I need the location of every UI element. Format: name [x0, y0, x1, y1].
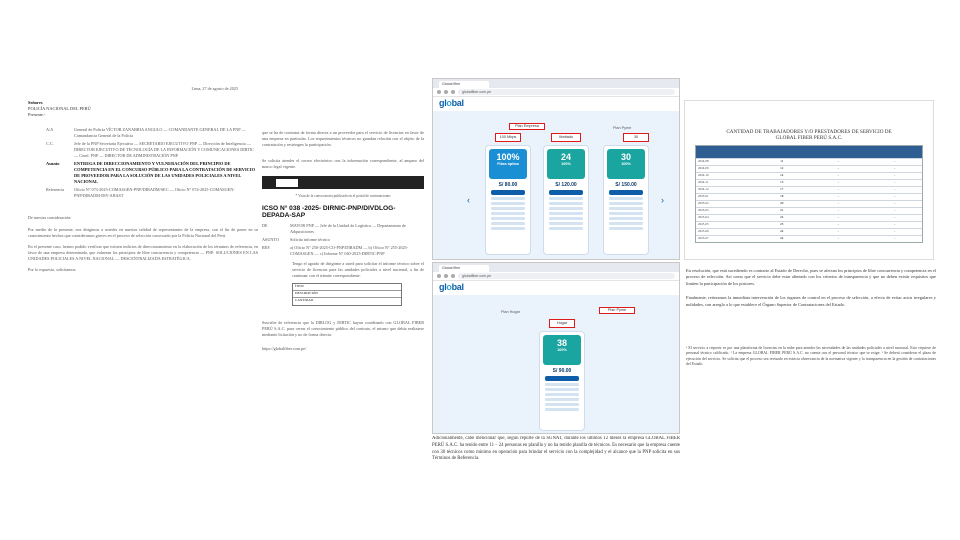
plan-card-body [540, 368, 584, 411]
table-cell: - [894, 208, 896, 212]
image-caption: * Vista de la convocatoria publicada en el portal de contrataciones [295, 194, 391, 198]
memo-field [262, 237, 424, 243]
table-row [696, 179, 922, 186]
table-cell: 11 [780, 159, 784, 163]
memo-field-value: MAYOR PNP — Jefe de la Unidad de Logística — Departamento de Adquisiciones [290, 223, 406, 234]
table-cell: - [894, 187, 896, 191]
table-row [696, 207, 922, 214]
workers-table [695, 145, 923, 243]
address-bar [433, 88, 679, 97]
table-cell: - [894, 222, 896, 226]
plan-speed: 24 [560, 152, 571, 162]
letter-page [28, 78, 258, 438]
footnotes: ¹ El servicio a requerir es por una plataforma de licencias en la nube para atender las necesidades de las unidades policiales a nivel nacional. Esto requiere de personal técnico calificado. ² La empresa GLOBAL FIBER PERÚ S.A.C. no cuenta con el personal técnico que se exige. ³ Se deberá considerar el plazo de ejecución del servicio. Se solicita que el proceso sea revisado en estricta observancia de la normativa vigente y la transparencia en la gestión de contrataciones del Estado. [686, 346, 936, 367]
plan-type-tag[interactable]: Plan Hogar [501, 310, 520, 314]
table-row [696, 235, 922, 242]
table-cell: 18 [780, 194, 784, 198]
recipient-line: Presente.- [28, 112, 46, 118]
chevron-right-icon[interactable]: › [661, 195, 664, 205]
table-row [696, 214, 922, 221]
logo-text: gl [439, 98, 447, 108]
table-cell: 2025-07 [698, 236, 709, 240]
table-cell: 17 [780, 187, 784, 191]
table-cell: 20 [780, 201, 784, 205]
memo-field-key: ASUNTO [262, 237, 279, 242]
memo-table-row: ÍTEM [293, 284, 401, 291]
memo-closing: Suscribe de referencia que la DIRLOG y DIRTIC hayan coordinado con GLOBAL FIBER PERÚ S.A.C. para cerrar el conocimiento público del contrato, el mismo que debía realizarse mediante licitación y no de forma directa. [262, 320, 424, 337]
highlight-box: 30 [623, 133, 649, 142]
memo-table [292, 283, 402, 306]
logo-text: gl [439, 282, 447, 292]
table-cell: 14 [780, 173, 784, 177]
plan-label: 100% [557, 348, 567, 352]
plan-label: 100% [621, 162, 631, 166]
memo-note: Se solicita atender el correo electrónico con la información correspondiente, al amparo del marco legal vigente. [262, 158, 424, 169]
plan-card-header [607, 149, 645, 179]
table-cell: 2025-02 [698, 201, 709, 205]
table-cell: - [894, 215, 896, 219]
global-logo [439, 98, 464, 108]
letter-paragraph: En el presente caso, hemos podido verificar que existen indicios de direccionamiento en la elaboración de los términos de referencia, en favor de una empresa determinada, que vulneran los principios de libre concurrencia y competencia — PNP: SOLUCIONES EN LAS UNIDADES POLICIALES A NIVEL NACIONAL — DESCENTRALIZADA ESTRATÉGICA. [28, 244, 258, 262]
memo-field-key: DE [262, 223, 268, 228]
table-cell: 2024-09 [698, 166, 709, 170]
table-cell: 2025-03 [698, 208, 709, 212]
plan-speed: 38 [556, 338, 567, 348]
browser-screenshot-home-plan [432, 262, 680, 434]
plan-card-body [604, 182, 648, 230]
plan-label: Fibra óptica [497, 162, 519, 166]
memo-page [262, 130, 424, 510]
table-cell: - [837, 159, 839, 163]
plan-card[interactable] [603, 145, 649, 255]
plan-price: S/ 80.00 [498, 182, 518, 188]
table-cell: 12 [780, 166, 784, 170]
table-cell: 2024-08 [698, 159, 709, 163]
table-cell: - [894, 229, 896, 233]
table-title-line: CANTIDAD DE TRABAJADORES Y/O PRESTADORES DE SERVICIO DE [726, 129, 892, 135]
ref-value: ENTREGA DE DIRECCIONAMIENTO Y VULNERACIÓN DEL PRINCIPIO DE COMPETENCIA EN EL CONCURSO PÚBLICO PARA LA CONTRATACIÓN DE SERVICIO DE PROVEEDOR PARA LA SOLUCIÓN DE LAS UNIDADES POLICIALES A NIVEL NACIONAL [74, 160, 255, 185]
url-field[interactable]: globalfiber.com.pe [458, 89, 675, 95]
browser-tab[interactable]: Global fiber [439, 265, 489, 272]
logo-accent: o [446, 98, 452, 108]
plan-card-header [543, 335, 581, 365]
plan-card-header [547, 149, 585, 179]
ref-key: C.C. [46, 140, 54, 146]
memo-link[interactable]: https://globalfiber.com.pe/ [262, 346, 307, 351]
plan-card-body [486, 182, 530, 230]
memo-table-row: CANTIDAD [295, 298, 314, 302]
plan-contract-button[interactable] [609, 190, 643, 195]
back-icon[interactable] [437, 274, 441, 278]
table-cell: - [837, 229, 839, 233]
highlight-box: Ilimitado [551, 133, 581, 142]
browser-tab[interactable]: Global fiber [439, 81, 489, 88]
letter-paragraph: Por medio de la presente, nos dirigimos a ustedes en nuestra calidad de representantes de la empresa, con el fin de poner en su conocimiento hechos que consideramos graves en el proceso de selección convocado por la Policía Nacional del Perú. [28, 227, 258, 239]
table-cell: - [894, 173, 896, 177]
table-cell: 2025-04 [698, 215, 709, 219]
table-cell: - [837, 194, 839, 198]
browser-tabbar [433, 263, 679, 272]
plan-card-body [544, 182, 588, 230]
table-cell: - [894, 194, 896, 198]
table-cell: 21 [780, 208, 784, 212]
memo-field-key: REF. [262, 245, 271, 250]
table-cell: 24 [780, 236, 784, 240]
memo-body: Tengo el agrado de dirigirme a usted para solicitar el informe técnico sobre el servicio de licencias para las unidades policiales a nivel nacional, a fin de continuar con el trámite correspondiente. [292, 261, 424, 278]
global-logo [439, 282, 464, 292]
table-cell: - [894, 201, 896, 205]
table-cell: - [837, 166, 839, 170]
table-cell: - [894, 159, 896, 163]
ref-value: General de Policía VÍCTOR ZANABRIA ANGULO — COMANDANTE GENERAL DE LA PNP — Comandancia General de la Policía [74, 126, 246, 138]
ref-block [46, 127, 258, 200]
right-paragraph: En resolución, que está sucediendo es contrario al Estado de Derecho, pues se afectan los principios de libre concurrencia y competencia en el proceso de selección. Así como que el servicio debe estar alineado con los criterios de transparencia y que no deben existir requisitos que limiten la participación de los postores. [686, 268, 936, 286]
ref-row [46, 161, 258, 186]
reload-icon[interactable] [451, 274, 455, 278]
plan-card[interactable] [539, 331, 585, 431]
memo-field-value: a) Oficio N° 250-2025-CO-PNP/DIRADM — b) Oficio N° 255-2025-COMASGEN — c) Informe N° 040-2025-DIRTIC-PNP [290, 245, 409, 256]
table-cell: - [837, 208, 839, 212]
plan-type-tag[interactable]: Plan Pyme [613, 126, 632, 130]
browser-screenshot-plans [432, 78, 680, 260]
url-field[interactable]: globalfiber.com.pe [458, 273, 675, 279]
table-cell: - [837, 173, 839, 177]
browser-caption-page [432, 436, 680, 476]
table-cell: - [837, 222, 839, 226]
plan-contract-button[interactable] [545, 376, 579, 381]
memo-heading: ICSO N° 038 -2025- DIRNIC-PNP/DIVDLOG-DEPADA-SAP [262, 205, 396, 219]
table-cell: 15 [780, 180, 784, 184]
table-cell: 2024-10 [698, 173, 709, 177]
plan-card-header [489, 149, 527, 179]
table-row [696, 158, 922, 165]
plan-price: S/ 90.00 [552, 368, 572, 374]
plan-speed: 100% [496, 152, 520, 162]
table-row [696, 186, 922, 193]
highlight-box: Hogar [549, 319, 575, 328]
table-cell: - [894, 180, 896, 184]
forward-icon[interactable] [444, 90, 448, 94]
table-cell: 2025-06 [698, 229, 709, 233]
table-row [696, 221, 922, 228]
logo-text: bal [451, 282, 464, 292]
ref-value: Oficio N° 073-2025-COMASGEN-PNP/DIRADM/SEC — Oficio N° 074-2025-COMASGEN-PNP/DIRADM-DIV-ABAST [74, 187, 235, 199]
letter-greeting: De nuestra consideración: [28, 215, 72, 221]
letter-salutation: Señores [28, 100, 43, 105]
plan-contract-button[interactable] [549, 190, 583, 195]
table-cell: 24 [780, 229, 784, 233]
browser-tabbar [433, 79, 679, 88]
table-cell: 2025-05 [698, 222, 709, 226]
reload-icon[interactable] [451, 90, 455, 94]
table-row [696, 165, 922, 172]
table-header [696, 146, 922, 158]
memo-field [262, 245, 424, 257]
ref-row [46, 127, 258, 139]
table-cell: 2024-11 [698, 180, 709, 184]
table-cell: 22 [780, 215, 784, 219]
site-header [433, 281, 679, 293]
plan-price: S/ 150.00 [615, 182, 637, 188]
letter-closing: Por lo expuesto, solicitamos: [28, 267, 77, 273]
table-cell: - [837, 180, 839, 184]
table-cell: - [894, 166, 896, 170]
chevron-left-icon[interactable]: ‹ [467, 195, 470, 205]
table-cell: 2025-01 [698, 194, 709, 198]
letter-date: Lima, 27 de agosto de 2025 [191, 86, 238, 91]
ref-value: Jefe de la PNP Secretaría Ejecutiva — SECRETARIO EJECUTIVO PNP — Dirección de Inteligencia — DIRECTOR EJECUTIVO DE TECNOLOGÍA DE LA INFORMACIÓN Y COMUNICACIONES DIRTIC — Crnel. PNP — DIRECTOR DE ADMINISTRACIÓN PNP [74, 140, 254, 158]
plan-card[interactable] [543, 145, 589, 255]
ref-row [46, 187, 258, 199]
highlight-box: 100 Mbps [495, 133, 521, 142]
table-row [696, 200, 922, 207]
ref-key: Asunto [46, 160, 60, 166]
forward-icon[interactable] [444, 274, 448, 278]
logo-accent: o [446, 282, 452, 292]
table-row [696, 193, 922, 200]
portal-banner-image [262, 176, 424, 189]
plan-type-tag[interactable]: Plan Pyme [599, 307, 635, 314]
table-title [685, 129, 933, 141]
table-cell: 23 [780, 222, 784, 226]
table-cell: - [837, 201, 839, 205]
ref-key: Referencia [46, 187, 65, 193]
logo-text: bal [451, 98, 464, 108]
memo-field-value: Solicita informe técnico [290, 237, 331, 242]
back-icon[interactable] [437, 90, 441, 94]
right-text-page [686, 268, 936, 528]
browser-caption: Adicionalmente, cabe mencionar que, según reporte de la SUNAT, durante los últimos 12 meses la empresa GLOBAL FIBER PERÚ S.A.C. ha tenido entre 11 – 24 personas en planilla y no ha tenido planilla de técnicos. Es necesario que la empresa cuente con 30 técnicos como mínimo en operación para brindar el servicio con la complejidad y el alcance que la PNP solicita en sus Términos de Referencia. [432, 436, 680, 462]
table-cell: - [837, 236, 839, 240]
memo-table-row: DESCRIPCIÓN [293, 291, 401, 298]
table-cell: - [894, 236, 896, 240]
plan-type-tag[interactable]: Plan Empresa [509, 123, 545, 130]
table-row [696, 228, 922, 235]
plan-contract-button[interactable] [491, 190, 525, 195]
table-title-line: GLOBAL FIBER PERÚ S.A.C. [775, 135, 843, 141]
plan-speed: 30 [620, 152, 631, 162]
table-cell: - [837, 215, 839, 219]
plan-price: S/ 120.00 [555, 182, 577, 188]
memo-intro: que se ha de contratar de forma directa a un proveedor para el servicio de licencias en favor de una empresa en particular. Los requerimientos técnicos no guardan relación con el objeto de la contratación y restringen la participación. [262, 130, 424, 147]
address-bar [433, 272, 679, 281]
table-cell: 2024-12 [698, 187, 709, 191]
workers-table-page [684, 100, 934, 260]
table-cell: - [837, 187, 839, 191]
table-row [696, 172, 922, 179]
ref-key: A/A [46, 126, 54, 132]
recipient-line: POLICÍA NACIONAL DEL PERÚ [28, 106, 91, 112]
ref-row [46, 141, 258, 159]
site-header [433, 97, 679, 109]
right-paragraph: Finalmente, reiteramos la inmediata intervención de los órganos de control en el proceso de selección, a efecto de evitar actos irregulares y nulidades, con arreglo a lo que establece el Órgano Superior de Contrataciones del Estado. [686, 295, 936, 307]
plan-card[interactable] [485, 145, 531, 255]
memo-field [262, 223, 424, 235]
plan-label: 100% [561, 162, 571, 166]
